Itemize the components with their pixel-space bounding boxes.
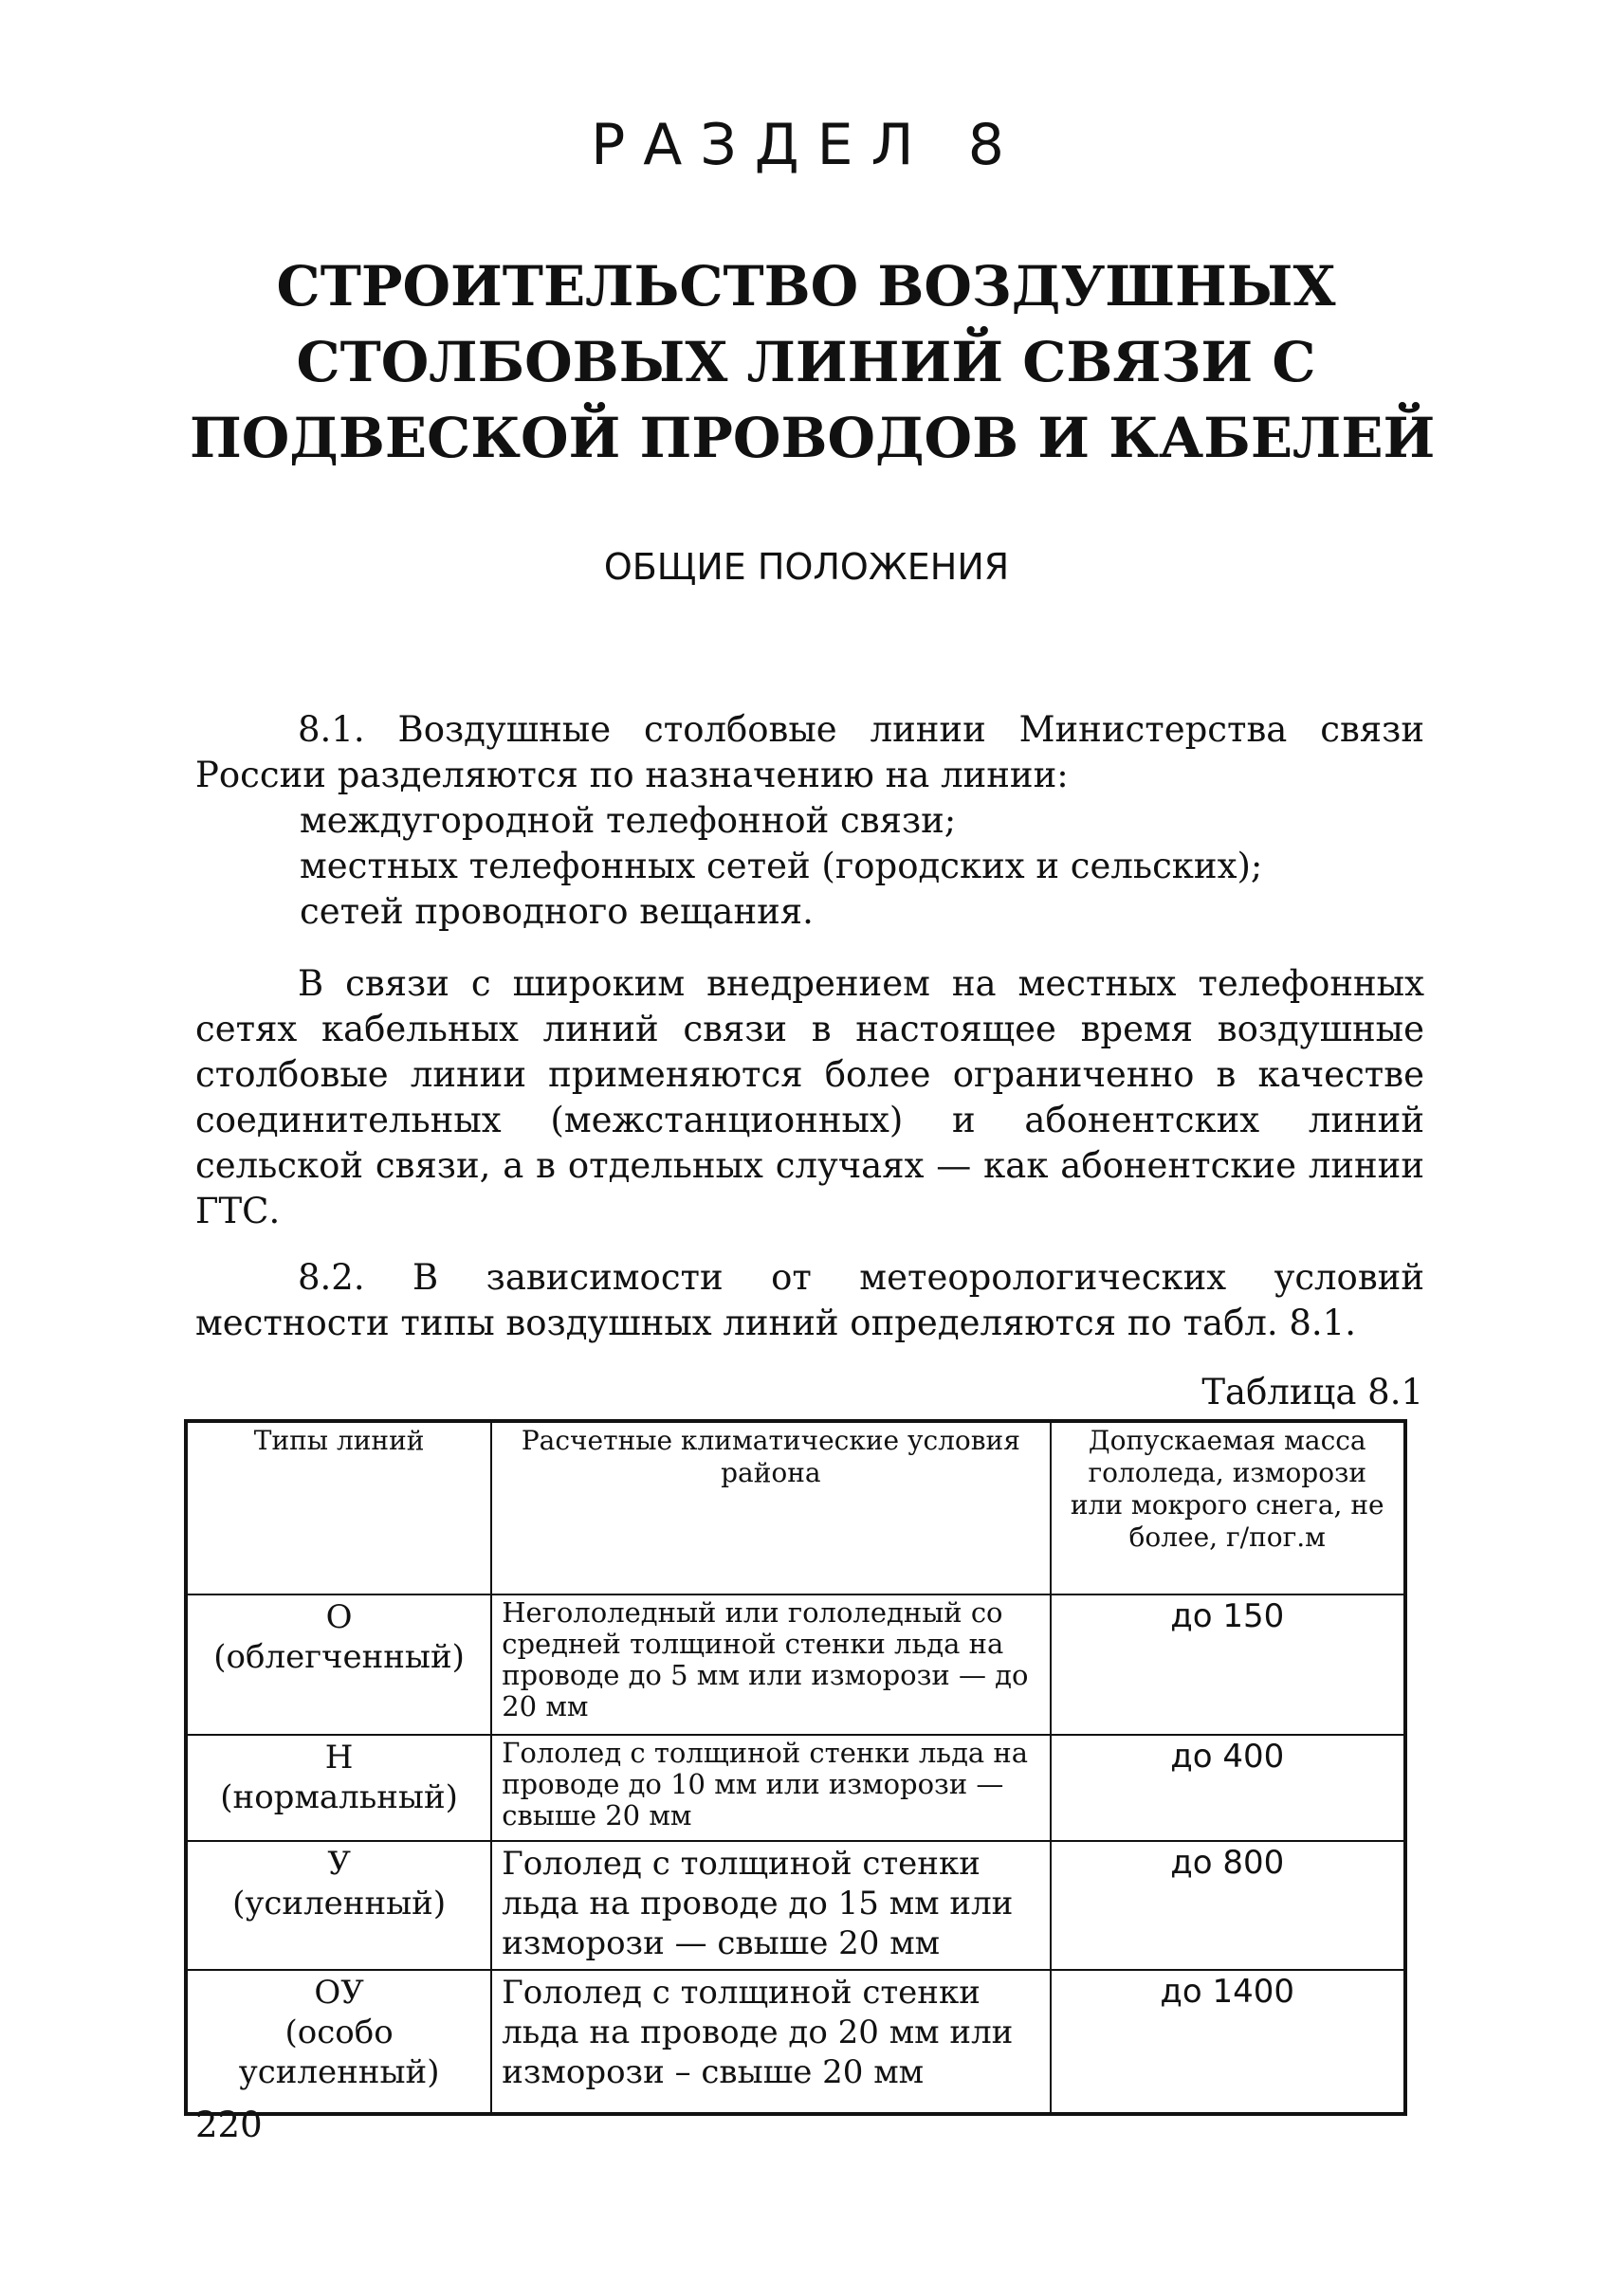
conditions-cell: Гололед с толщиной стенки льда на проводе до 20 мм или изморози – свыше 20 мм bbox=[491, 1970, 1050, 2114]
conditions-cell: Негололедный или гололедный со средней толщиной стенки льда на проводе до 5 мм или изморози — до 20 мм bbox=[491, 1594, 1050, 1735]
header-line-types: Типы линий bbox=[186, 1421, 491, 1594]
mass-cell: до 1400 bbox=[1051, 1970, 1406, 2114]
header-climate-conditions: Расчетные климатические условия района bbox=[491, 1421, 1050, 1594]
line-purpose-list bbox=[300, 798, 1262, 935]
page-number: 220 bbox=[195, 2105, 263, 2145]
line-type-cell bbox=[186, 1841, 491, 1970]
section-title-line: ПОДВЕСКОЙ ПРОВОДОВ И КАБЕЛЕЙ bbox=[190, 406, 1436, 470]
table-row bbox=[186, 1970, 1405, 2114]
mass-cell: до 800 bbox=[1051, 1841, 1406, 1970]
line-type-code: О bbox=[325, 1598, 353, 1636]
paragraph-8-1: 8.1. Воздушные столбовые линии Министерства связи России разделяются по назначению на линии: bbox=[195, 709, 1424, 795]
section-title-line: СТРОИТЕЛЬСТВО ВОЗДУШНЫХ bbox=[276, 254, 1336, 319]
mass-cell: до 400 bbox=[1051, 1735, 1406, 1841]
subheading: ОБЩИЕ ПОЛОЖЕНИЯ bbox=[603, 546, 1010, 588]
line-types-table bbox=[184, 1419, 1407, 2116]
line-type-name: (нормальный) bbox=[220, 1778, 458, 1816]
table-row bbox=[186, 1735, 1405, 1841]
table-row bbox=[186, 1841, 1405, 1970]
mass-cell: до 150 bbox=[1051, 1594, 1406, 1735]
line-type-name: (облегченный) bbox=[213, 1638, 465, 1676]
paragraph-cable-lines: В связи с широким внедрением на местных телефонных сетях кабельных линий связи в настоящее время воздушные столбовые линии применяются более ограниченно в качестве соединительных (межстанционных) и абонентских линий сельской связи, а в отдельных случаях — как абонентские линии ГТС. bbox=[195, 963, 1424, 1231]
conditions-cell: Гололед с толщиной стенки льда на проводе до 10 мм или изморози — свыше 20 мм bbox=[491, 1735, 1050, 1841]
line-type-cell bbox=[186, 1594, 491, 1735]
section-label: РАЗДЕЛ 8 bbox=[591, 112, 1022, 178]
header-allowed-mass: Допускаемая масса гололеда, изморози или мокрого снега, не более, г/пог.м bbox=[1051, 1421, 1406, 1594]
line-type-code: У bbox=[327, 1845, 351, 1883]
line-type-code: Н bbox=[324, 1739, 354, 1777]
conditions-cell: Гололед с толщиной стенки льда на проводе до 15 мм или изморози — свыше 20 мм bbox=[491, 1841, 1050, 1970]
line-type-name: (особо усиленный) bbox=[238, 2014, 440, 2091]
paragraph-8-2: 8.2. В зависимости от метеорологических условий местности типы воздушных линий определяются по табл. 8.1. bbox=[195, 1257, 1424, 1343]
section-title-line: СТОЛБОВЫХ ЛИНИЙ СВЯЗИ С bbox=[296, 330, 1316, 394]
section-title bbox=[190, 248, 1436, 476]
line-type-name: (усиленный) bbox=[232, 1885, 447, 1922]
table-row bbox=[186, 1594, 1405, 1735]
line-type-cell bbox=[186, 1970, 491, 2114]
line-type-code: ОУ bbox=[314, 1974, 364, 2012]
line-type-cell bbox=[186, 1735, 491, 1841]
list-item: междугородной телефонной связи; bbox=[300, 800, 957, 841]
table-header-row bbox=[186, 1421, 1405, 1594]
list-item: сетей проводного вещания. bbox=[300, 891, 814, 932]
table-caption: Таблица 8.1 bbox=[1201, 1372, 1423, 1412]
list-item: местных телефонных сетей (городских и сельских); bbox=[300, 846, 1263, 886]
